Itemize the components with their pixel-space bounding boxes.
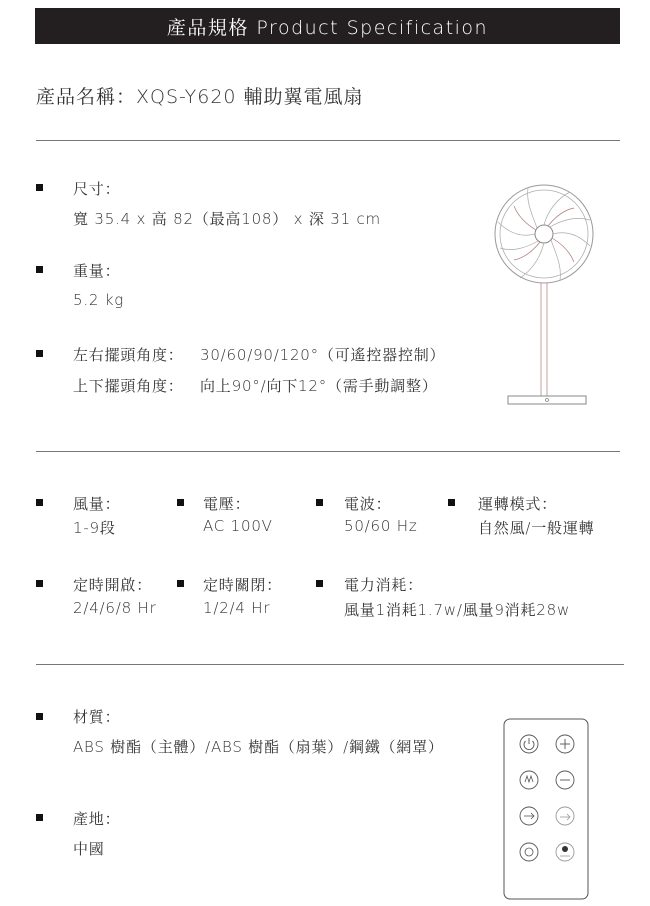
voltage-label: 電壓：: [203, 495, 251, 513]
mode-value: 自然風/一般運轉: [478, 519, 595, 537]
bullet: [316, 499, 323, 506]
timer-off-value: 1/2/4 Hr: [203, 599, 271, 617]
origin-value: 中國: [73, 840, 105, 858]
power-value: 風量1消耗1.7w/風量9消耗28w: [344, 601, 571, 619]
swing-icon: [520, 843, 538, 861]
swing-vertical-label: 上下擺頭角度：: [73, 377, 184, 395]
bullet: [36, 580, 43, 587]
divider: [36, 664, 624, 665]
bullet: [36, 184, 43, 191]
bullet: [36, 713, 43, 720]
spec-header: 產品規格 Product Specification: [35, 8, 620, 44]
wind-mode-icon: [520, 771, 538, 789]
bullet: [36, 266, 43, 273]
timer-on-label: 定時開啟：: [73, 576, 153, 594]
fan-illustration: [490, 180, 610, 410]
remote-control-illustration: [503, 718, 589, 900]
bullet: [177, 499, 184, 506]
voltage-value: AC 100V: [203, 517, 273, 535]
swing-vertical-value: 向上90°/向下12°（需手動調整）: [200, 377, 438, 395]
size-label: 尺寸：: [73, 180, 121, 198]
product-name: 產品名稱：XQS-Y620 輔助翼電風扇: [36, 86, 364, 108]
power-label: 電力消耗：: [344, 576, 424, 594]
power-icon: [520, 735, 538, 753]
weight-value: 5.2 kg: [73, 291, 125, 309]
divider: [36, 451, 620, 452]
size-value: 寬 35.4 x 高 82（最高108） x 深 31 cm: [73, 210, 381, 228]
weight-label: 重量：: [73, 262, 121, 280]
divider: [36, 140, 620, 141]
bullet: [316, 580, 323, 587]
timer-off-label: 定時關閉：: [203, 576, 283, 594]
origin-label: 產地：: [73, 810, 121, 828]
material-label: 材質：: [73, 708, 121, 726]
mode-label: 運轉模式：: [478, 495, 558, 513]
frequency-label: 電波：: [344, 495, 392, 513]
timer-off-icon: [556, 807, 574, 825]
bullet: [36, 814, 43, 821]
bullet: [36, 499, 43, 506]
swing-horizontal-value: 30/60/90/120°（可遙控器控制）: [200, 346, 446, 364]
minus-icon: [556, 771, 574, 789]
bullet: [448, 499, 455, 506]
swing-horizontal-label: 左右擺頭角度：: [73, 346, 184, 364]
frequency-value: 50/60 Hz: [344, 517, 418, 535]
material-value: ABS 樹酯（主體）/ABS 樹酯（扇葉）/鋼鐵（網罩）: [73, 738, 444, 756]
airflow-label: 風量：: [73, 495, 121, 513]
bullet: [177, 580, 184, 587]
timer-on-value: 2/4/6/8 Hr: [73, 599, 157, 617]
airflow-value: 1-9段: [73, 519, 116, 537]
timer-on-icon: [520, 807, 538, 825]
plus-icon: [556, 735, 574, 753]
bullet: [36, 350, 43, 357]
sleep-icon: [556, 843, 574, 861]
